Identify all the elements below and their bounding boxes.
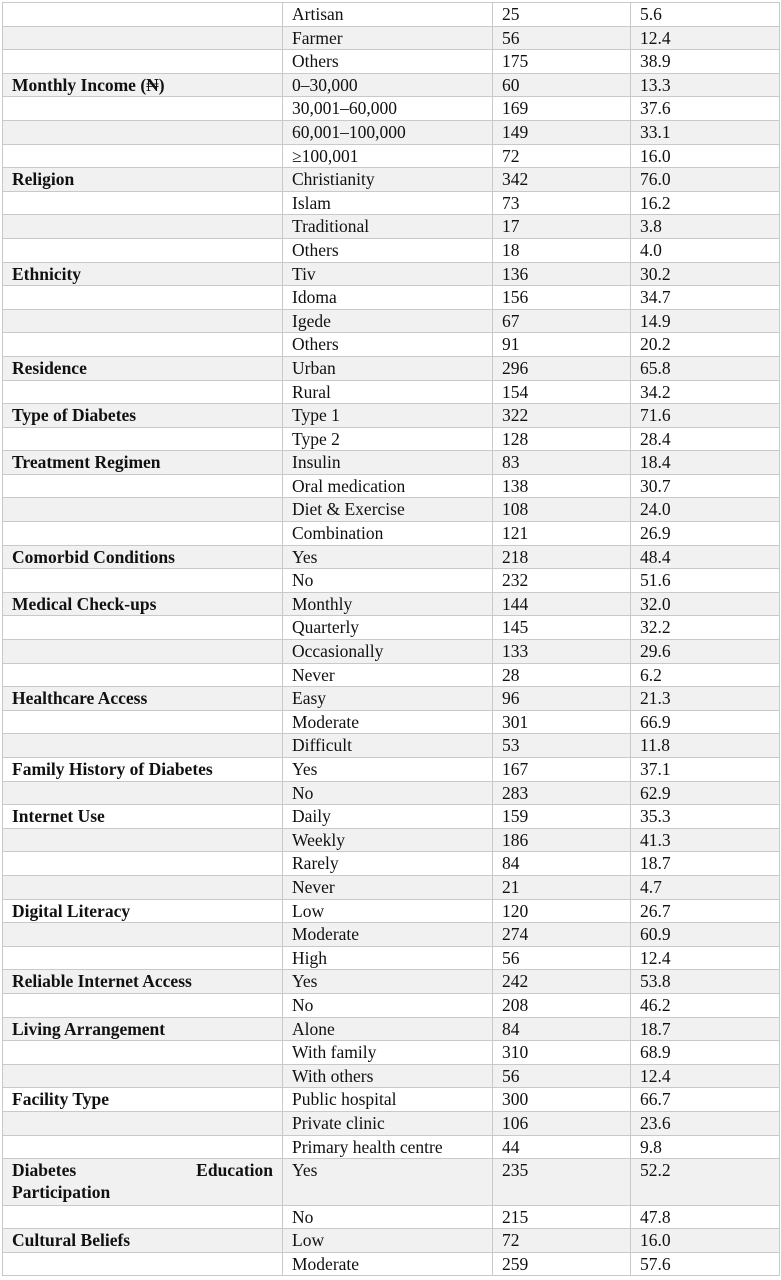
table-row: [3, 758, 780, 782]
category-cell: Primary health centre: [283, 1135, 493, 1159]
table-row: [3, 50, 780, 74]
count-cell: 84: [493, 852, 631, 876]
percent-cell: 35.3: [631, 805, 780, 829]
demographics-table: [2, 2, 780, 1276]
table-row: [3, 734, 780, 758]
category-cell: Christianity: [283, 168, 493, 192]
category-cell: Farmer: [283, 26, 493, 50]
count-cell: 84: [493, 1017, 631, 1041]
count-cell: 83: [493, 451, 631, 475]
percent-cell: 11.8: [631, 734, 780, 758]
percent-cell: 3.8: [631, 215, 780, 239]
count-cell: 136: [493, 262, 631, 286]
count-cell: 300: [493, 1088, 631, 1112]
percent-cell: 53.8: [631, 970, 780, 994]
category-cell: Daily: [283, 805, 493, 829]
count-cell: 218: [493, 545, 631, 569]
category-cell: Private clinic: [283, 1111, 493, 1135]
table-row: [3, 710, 780, 734]
table-row: [3, 3, 780, 27]
variable-cell: [3, 474, 283, 498]
table-row: [3, 970, 780, 994]
variable-cell: Internet Use: [3, 805, 283, 829]
count-cell: 72: [493, 1229, 631, 1253]
table-row: [3, 286, 780, 310]
category-cell: Islam: [283, 191, 493, 215]
percent-cell: 13.3: [631, 73, 780, 97]
category-cell: Type 1: [283, 404, 493, 428]
count-cell: 154: [493, 380, 631, 404]
count-cell: 53: [493, 734, 631, 758]
count-cell: 91: [493, 333, 631, 357]
variable-cell: Healthcare Access: [3, 687, 283, 711]
percent-cell: 34.2: [631, 380, 780, 404]
variable-cell: [3, 993, 283, 1017]
category-cell: Tiv: [283, 262, 493, 286]
count-cell: 21: [493, 875, 631, 899]
table-row: [3, 404, 780, 428]
variable-cell: [3, 380, 283, 404]
variable-cell: [3, 1159, 283, 1206]
table-row: [3, 1135, 780, 1159]
variable-cell: Reliable Internet Access: [3, 970, 283, 994]
count-cell: 296: [493, 356, 631, 380]
table-row: [3, 899, 780, 923]
category-cell: Yes: [283, 1159, 493, 1206]
category-cell: Others: [283, 238, 493, 262]
table-row: [3, 1041, 780, 1065]
category-cell: Weekly: [283, 828, 493, 852]
category-cell: Moderate: [283, 1252, 493, 1276]
table-row: [3, 73, 780, 97]
table-row: [3, 1088, 780, 1112]
category-cell: Never: [283, 663, 493, 687]
variable-cell: Religion: [3, 168, 283, 192]
table-row: [3, 1064, 780, 1088]
category-cell: Others: [283, 50, 493, 74]
category-cell: Artisan: [283, 3, 493, 27]
table-row: [3, 616, 780, 640]
count-cell: 133: [493, 640, 631, 664]
percent-cell: 60.9: [631, 923, 780, 947]
table-row: [3, 120, 780, 144]
count-cell: 138: [493, 474, 631, 498]
percent-cell: 48.4: [631, 545, 780, 569]
percent-cell: 51.6: [631, 569, 780, 593]
table-row: [3, 262, 780, 286]
percent-cell: 12.4: [631, 1064, 780, 1088]
count-cell: 169: [493, 97, 631, 121]
category-cell: Combination: [283, 522, 493, 546]
category-cell: With family: [283, 1041, 493, 1065]
table-row: [3, 993, 780, 1017]
variable-cell: [3, 663, 283, 687]
percent-cell: 4.7: [631, 875, 780, 899]
table-row: [3, 687, 780, 711]
percent-cell: 20.2: [631, 333, 780, 357]
table-body: [3, 3, 780, 1276]
variable-cell: Digital Literacy: [3, 899, 283, 923]
table-row: [3, 215, 780, 239]
percent-cell: 23.6: [631, 1111, 780, 1135]
table-row: [3, 923, 780, 947]
percent-cell: 14.9: [631, 309, 780, 333]
variable-cell: [3, 498, 283, 522]
table-row: [3, 1205, 780, 1229]
table-row: [3, 805, 780, 829]
variable-cell: Treatment Regimen: [3, 451, 283, 475]
variable-cell: [3, 215, 283, 239]
table-row: [3, 498, 780, 522]
variable-cell: [3, 1252, 283, 1276]
percent-cell: 37.6: [631, 97, 780, 121]
variable-cell: Living Arrangement: [3, 1017, 283, 1041]
count-cell: 106: [493, 1111, 631, 1135]
variable-cell: [3, 1041, 283, 1065]
table-row: [3, 781, 780, 805]
percent-cell: 65.8: [631, 356, 780, 380]
variable-cell: [3, 569, 283, 593]
count-cell: 56: [493, 1064, 631, 1088]
table-row: [3, 1252, 780, 1276]
percent-cell: 66.7: [631, 1088, 780, 1112]
count-cell: 167: [493, 758, 631, 782]
category-cell: No: [283, 781, 493, 805]
category-cell: No: [283, 1205, 493, 1229]
category-cell: Moderate: [283, 710, 493, 734]
count-cell: 120: [493, 899, 631, 923]
category-cell: 30,001–60,000: [283, 97, 493, 121]
table-row: [3, 592, 780, 616]
category-cell: Traditional: [283, 215, 493, 239]
percent-cell: 18.4: [631, 451, 780, 475]
variable-cell: [3, 3, 283, 27]
table-row: [3, 168, 780, 192]
variable-cell: [3, 97, 283, 121]
variable-cell: [3, 781, 283, 805]
category-cell: Yes: [283, 545, 493, 569]
count-cell: 72: [493, 144, 631, 168]
table-row: [3, 474, 780, 498]
table-row: [3, 522, 780, 546]
percent-cell: 71.6: [631, 404, 780, 428]
table-row: [3, 569, 780, 593]
category-cell: Others: [283, 333, 493, 357]
table-row: [3, 545, 780, 569]
percent-cell: 30.2: [631, 262, 780, 286]
category-cell: Idoma: [283, 286, 493, 310]
variable-cell: [3, 26, 283, 50]
percent-cell: 18.7: [631, 1017, 780, 1041]
category-cell: Igede: [283, 309, 493, 333]
count-cell: 121: [493, 522, 631, 546]
percent-cell: 46.2: [631, 993, 780, 1017]
percent-cell: 6.2: [631, 663, 780, 687]
count-cell: 322: [493, 404, 631, 428]
table-row: [3, 663, 780, 687]
variable-cell: [3, 923, 283, 947]
count-cell: 144: [493, 592, 631, 616]
variable-cell: [3, 333, 283, 357]
category-cell: Never: [283, 875, 493, 899]
category-cell: Rural: [283, 380, 493, 404]
category-cell: Yes: [283, 758, 493, 782]
percent-cell: 18.7: [631, 852, 780, 876]
table-row: [3, 333, 780, 357]
variable-label-line: Diabetes Education: [12, 1160, 273, 1181]
table-row: [3, 144, 780, 168]
count-cell: 342: [493, 168, 631, 192]
count-cell: 283: [493, 781, 631, 805]
category-cell: Oral medication: [283, 474, 493, 498]
table-row: [3, 946, 780, 970]
category-cell: Type 2: [283, 427, 493, 451]
count-cell: 186: [493, 828, 631, 852]
category-cell: Yes: [283, 970, 493, 994]
percent-cell: 26.7: [631, 899, 780, 923]
count-cell: 18: [493, 238, 631, 262]
category-cell: High: [283, 946, 493, 970]
count-cell: 25: [493, 3, 631, 27]
count-cell: 310: [493, 1041, 631, 1065]
percent-cell: 28.4: [631, 427, 780, 451]
percent-cell: 5.6: [631, 3, 780, 27]
count-cell: 274: [493, 923, 631, 947]
percent-cell: 30.7: [631, 474, 780, 498]
count-cell: 145: [493, 616, 631, 640]
percent-cell: 38.9: [631, 50, 780, 74]
variable-cell: [3, 616, 283, 640]
category-cell: Difficult: [283, 734, 493, 758]
count-cell: 73: [493, 191, 631, 215]
table-row: [3, 640, 780, 664]
count-cell: 259: [493, 1252, 631, 1276]
percent-cell: 21.3: [631, 687, 780, 711]
category-cell: Urban: [283, 356, 493, 380]
category-cell: No: [283, 993, 493, 1017]
percent-cell: 16.0: [631, 144, 780, 168]
category-cell: With others: [283, 1064, 493, 1088]
table-row: [3, 828, 780, 852]
count-cell: 175: [493, 50, 631, 74]
variable-cell: [3, 522, 283, 546]
table-row: [3, 238, 780, 262]
count-cell: 232: [493, 569, 631, 593]
variable-cell: Family History of Diabetes: [3, 758, 283, 782]
table-row: [3, 26, 780, 50]
variable-cell: [3, 640, 283, 664]
table-row: [3, 97, 780, 121]
percent-cell: 37.1: [631, 758, 780, 782]
variable-cell: Ethnicity: [3, 262, 283, 286]
percent-cell: 33.1: [631, 120, 780, 144]
count-cell: 60: [493, 73, 631, 97]
count-cell: 149: [493, 120, 631, 144]
variable-cell: Medical Check-ups: [3, 592, 283, 616]
variable-cell: Residence: [3, 356, 283, 380]
table-row: [3, 1111, 780, 1135]
category-cell: Public hospital: [283, 1088, 493, 1112]
count-cell: 215: [493, 1205, 631, 1229]
table-row: [3, 309, 780, 333]
variable-cell: [3, 828, 283, 852]
percent-cell: 16.2: [631, 191, 780, 215]
variable-cell: [3, 734, 283, 758]
table-row: [3, 451, 780, 475]
count-cell: 56: [493, 26, 631, 50]
category-cell: Diet & Exercise: [283, 498, 493, 522]
variable-cell: Type of Diabetes: [3, 404, 283, 428]
variable-cell: [3, 286, 283, 310]
category-cell: Occasionally: [283, 640, 493, 664]
variable-cell: [3, 1205, 283, 1229]
category-cell: Insulin: [283, 451, 493, 475]
percent-cell: 68.9: [631, 1041, 780, 1065]
category-cell: Rarely: [283, 852, 493, 876]
percent-cell: 12.4: [631, 26, 780, 50]
variable-cell: [3, 191, 283, 215]
variable-cell: [3, 144, 283, 168]
table-row: [3, 875, 780, 899]
variable-cell: [3, 710, 283, 734]
percent-cell: 24.0: [631, 498, 780, 522]
variable-cell: [3, 238, 283, 262]
variable-cell: [3, 875, 283, 899]
category-cell: Monthly: [283, 592, 493, 616]
percent-cell: 34.7: [631, 286, 780, 310]
table-row: [3, 427, 780, 451]
percent-cell: 52.2: [631, 1159, 780, 1206]
count-cell: 156: [493, 286, 631, 310]
variable-cell: Comorbid Conditions: [3, 545, 283, 569]
count-cell: 28: [493, 663, 631, 687]
category-cell: 60,001–100,000: [283, 120, 493, 144]
variable-cell: [3, 1064, 283, 1088]
variable-cell: [3, 120, 283, 144]
table-row: [3, 1159, 780, 1206]
percent-cell: 4.0: [631, 238, 780, 262]
table-row: [3, 852, 780, 876]
percent-cell: 32.0: [631, 592, 780, 616]
percent-cell: 66.9: [631, 710, 780, 734]
table-row: [3, 191, 780, 215]
table-row: [3, 1017, 780, 1041]
percent-cell: 76.0: [631, 168, 780, 192]
percent-cell: 26.9: [631, 522, 780, 546]
count-cell: 301: [493, 710, 631, 734]
count-cell: 208: [493, 993, 631, 1017]
percent-cell: 47.8: [631, 1205, 780, 1229]
variable-cell: Cultural Beliefs: [3, 1229, 283, 1253]
variable-cell: Facility Type: [3, 1088, 283, 1112]
count-cell: 159: [493, 805, 631, 829]
count-cell: 235: [493, 1159, 631, 1206]
table-row: [3, 356, 780, 380]
percent-cell: 41.3: [631, 828, 780, 852]
percent-cell: 12.4: [631, 946, 780, 970]
table-row: [3, 1229, 780, 1253]
percent-cell: 9.8: [631, 1135, 780, 1159]
count-cell: 96: [493, 687, 631, 711]
percent-cell: 29.6: [631, 640, 780, 664]
variable-cell: [3, 1135, 283, 1159]
category-cell: Moderate: [283, 923, 493, 947]
variable-cell: [3, 852, 283, 876]
variable-label-line: Participation: [12, 1182, 111, 1203]
count-cell: 17: [493, 215, 631, 239]
category-cell: 0–30,000: [283, 73, 493, 97]
count-cell: 56: [493, 946, 631, 970]
count-cell: 67: [493, 309, 631, 333]
variable-cell: Monthly Income (₦): [3, 73, 283, 97]
variable-cell: [3, 309, 283, 333]
percent-cell: 62.9: [631, 781, 780, 805]
percent-cell: 16.0: [631, 1229, 780, 1253]
variable-cell: [3, 427, 283, 451]
table-row: [3, 380, 780, 404]
variable-cell: [3, 946, 283, 970]
count-cell: 108: [493, 498, 631, 522]
count-cell: 128: [493, 427, 631, 451]
category-cell: ≥100,001: [283, 144, 493, 168]
category-cell: No: [283, 569, 493, 593]
count-cell: 242: [493, 970, 631, 994]
percent-cell: 57.6: [631, 1252, 780, 1276]
count-cell: 44: [493, 1135, 631, 1159]
variable-cell: [3, 1111, 283, 1135]
category-cell: Low: [283, 899, 493, 923]
variable-cell: [3, 50, 283, 74]
percent-cell: 32.2: [631, 616, 780, 640]
category-cell: Easy: [283, 687, 493, 711]
category-cell: Quarterly: [283, 616, 493, 640]
category-cell: Alone: [283, 1017, 493, 1041]
category-cell: Low: [283, 1229, 493, 1253]
